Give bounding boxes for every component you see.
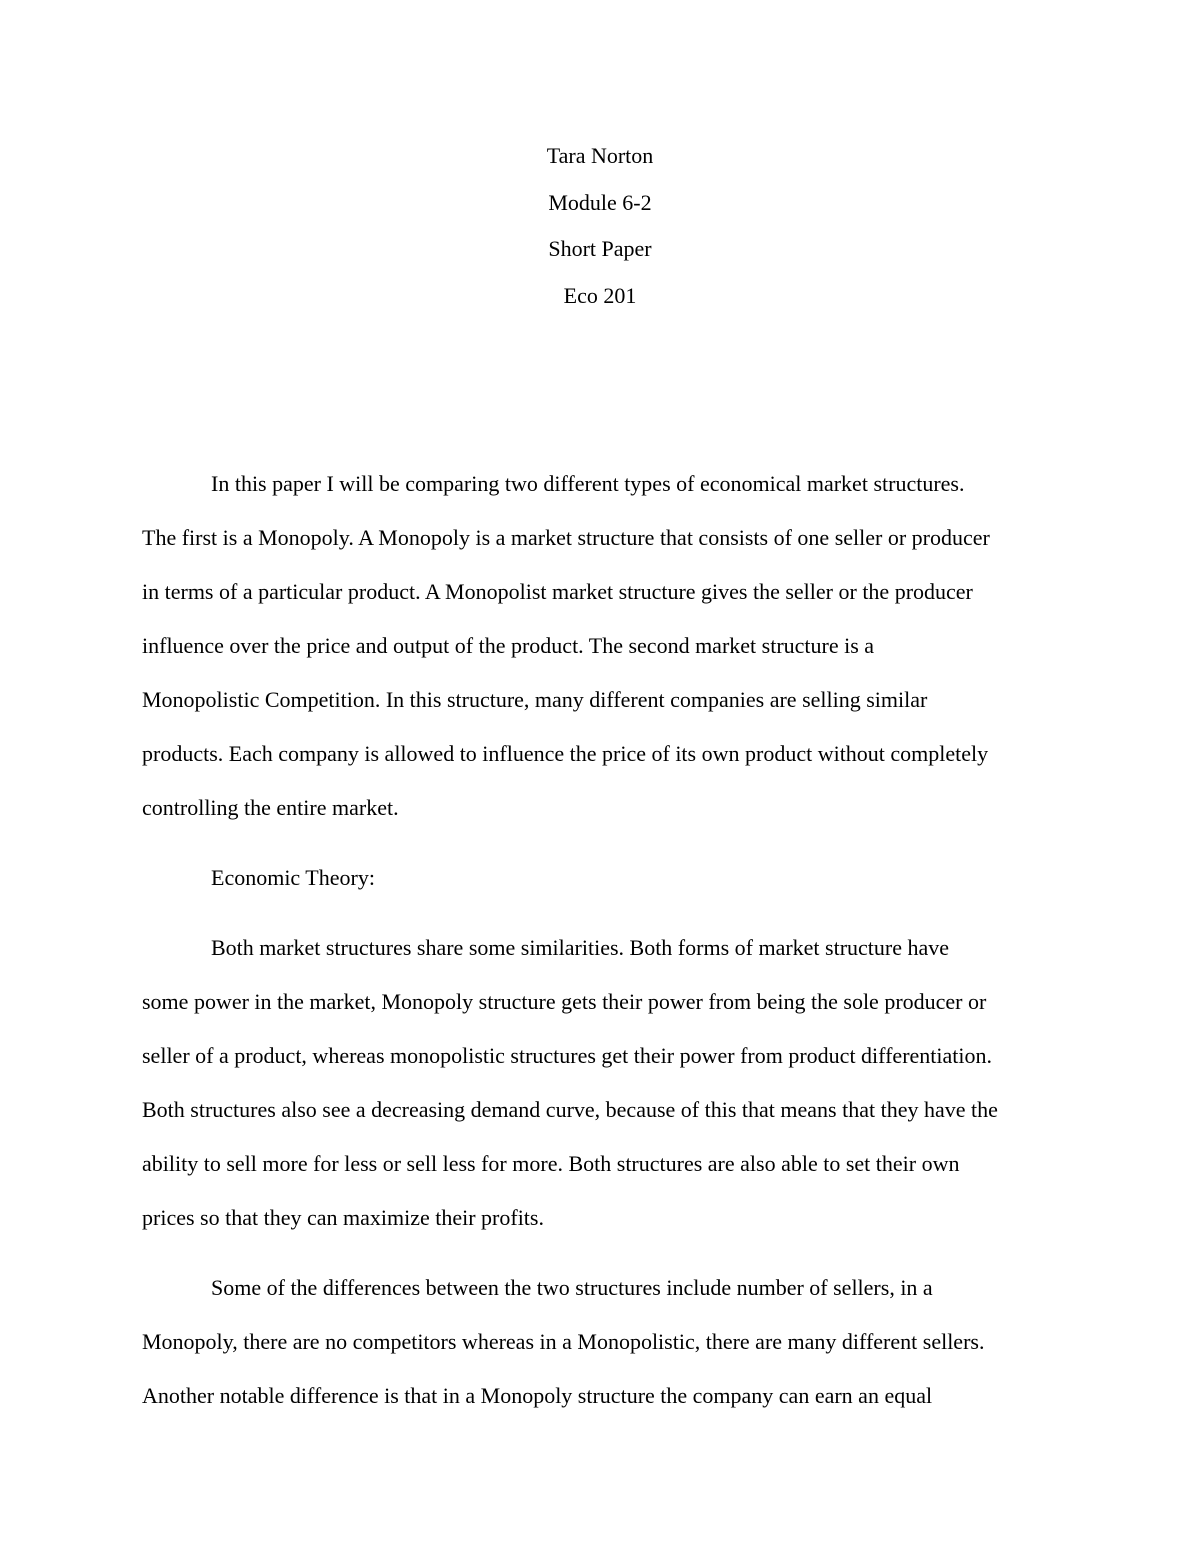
paragraph-line: in terms of a particular product. A Monopolist market structure gives the seller or the producer xyxy=(142,579,973,604)
paragraph-line: influence over the price and output of the product. The second market structure is a xyxy=(142,633,875,658)
paragraph-line: some power in the market, Monopoly structure gets their power from being the sole producer or xyxy=(142,989,987,1014)
paragraph-line: Some of the differences between the two structures include number of sellers, in a xyxy=(211,1275,933,1300)
paragraph-line: Monopoly, there are no competitors whereas in a Monopolistic, there are many different sellers. xyxy=(142,1329,985,1354)
assignment-title: Short Paper xyxy=(548,236,652,261)
author-name: Tara Norton xyxy=(546,143,654,168)
paragraph-line: The first is a Monopoly. A Monopoly is a market structure that consists of one seller or producer xyxy=(142,525,990,550)
paragraph-line: products. Each company is allowed to influence the price of its own product without completely xyxy=(142,741,989,766)
paragraph-line: In this paper I will be comparing two different types of economical market structures. xyxy=(211,471,965,496)
paragraph-line: prices so that they can maximize their profits. xyxy=(142,1205,544,1230)
course-code: Eco 201 xyxy=(563,283,637,308)
module-label: Module 6-2 xyxy=(548,190,652,215)
paragraph-line: Monopolistic Competition. In this structure, many different companies are selling similar xyxy=(142,687,928,712)
paragraph-line: Both structures also see a decreasing demand curve, because of this that means that they have the xyxy=(142,1097,998,1122)
paragraph-line: seller of a product, whereas monopolistic structures get their power from product differentiation. xyxy=(142,1043,992,1068)
paragraph-line: Both market structures share some similarities. Both forms of market structure have xyxy=(211,935,950,960)
section-heading: Economic Theory: xyxy=(211,865,375,890)
paragraph-line: ability to sell more for less or sell less for more. Both structures are also able to set their own xyxy=(142,1151,960,1176)
paragraph-line: Another notable difference is that in a Monopoly structure the company can earn an equal xyxy=(142,1383,933,1408)
paragraph-line: controlling the entire market. xyxy=(142,795,399,820)
